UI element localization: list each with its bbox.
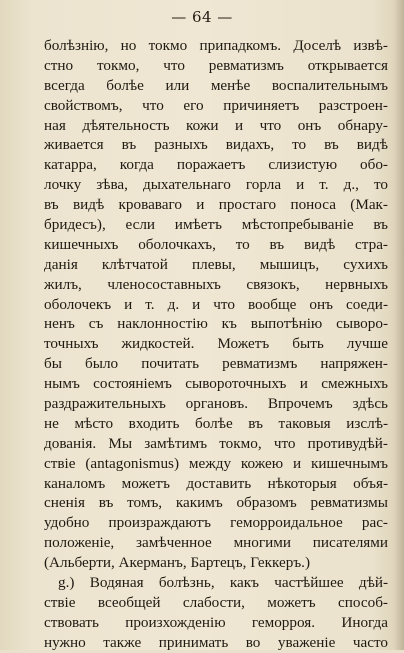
- text-line: удобно произраждаютъ геморроидальное рас-: [44, 514, 388, 532]
- text-line: въ видѣ кроваваго и простаго поноса (Мак-: [44, 196, 388, 214]
- text-line: точныхъ жидкостей. Можетъ быть лучше: [44, 335, 388, 353]
- text-line: стно токмо, что ревматизмъ открывается: [44, 56, 388, 74]
- text-line: бридесъ), если имѣетъ мѣстопребываніе въ: [44, 216, 388, 234]
- text-line: раздражительныхъ органовъ. Впрочемъ здѣсь: [44, 395, 388, 413]
- page-number: — 64 —: [171, 8, 233, 26]
- text-line: нымъ состояніемъ сывороточныхъ и смежныхъ: [44, 375, 388, 393]
- text-line: катарра, когда поражаетъ слизистую обо-: [44, 156, 388, 174]
- text-line: ненъ съ наклонностію къ выпотѣнію сыворо-: [44, 315, 388, 333]
- text-line: (Альберти, Акерманъ, Бартецъ, Геккеръ.): [44, 554, 311, 572]
- text-line: свойствомъ, что его причиняетъ разстроен-: [44, 96, 388, 114]
- text-line: положеніе, замѣченное многими писателями: [44, 534, 388, 552]
- text-line: всегда болѣе или менѣе воспалительнымъ: [44, 76, 388, 94]
- text-line: g.) Водяная болѣзнь, какъ частѣйшее дѣй-: [58, 574, 388, 592]
- text-line: оболочекъ и т. д. и что вообще онъ соеди-: [44, 295, 388, 313]
- text-line: ствіе (antagonismus) между кожею и кишечнымъ: [44, 454, 388, 472]
- text-line: ствовать произхожденію геморроя. Иногда: [44, 613, 388, 631]
- text-line: данія клѣтчатой плевы, мышицъ, сухихъ: [44, 255, 388, 273]
- text-line: нужно также принимать во уваженіе часто: [44, 633, 388, 651]
- text-line: бы было почитать ревматизмъ напряжен-: [44, 355, 388, 373]
- text-line: ствіе всеобщей слабости, можетъ способ-: [44, 593, 388, 611]
- text-line: лочку зѣва, дыхательнаго горла и т. д., то: [44, 176, 388, 194]
- text-line: жилъ, членосоставныхъ связокъ, нервныхъ: [44, 275, 388, 293]
- text-line: не мѣсто входить болѣе въ таковыя изслѣ-: [44, 414, 388, 432]
- text-line: сненія въ томъ, какимъ образомъ ревматизмы: [44, 494, 388, 512]
- text-line: болѣзнію, но токмо припадкомъ. Доселѣ извѣ-: [44, 37, 388, 54]
- text-line: кишечныхъ оболочкахъ, то въ видѣ стра-: [44, 235, 388, 253]
- body-text: [44, 36, 388, 653]
- text-line: дованія. Мы замѣтимъ токмо, что противудѣй-: [44, 434, 388, 452]
- page-edge-shadow: [394, 0, 404, 650]
- text-line: живается въ разныхъ видахъ, то въ видѣ: [44, 136, 388, 154]
- text-line: каналомъ можетъ доставить нѣкоторыя объя-: [44, 474, 388, 492]
- text-line: ная дѣятельность кожи и что онъ обнару-: [44, 116, 388, 134]
